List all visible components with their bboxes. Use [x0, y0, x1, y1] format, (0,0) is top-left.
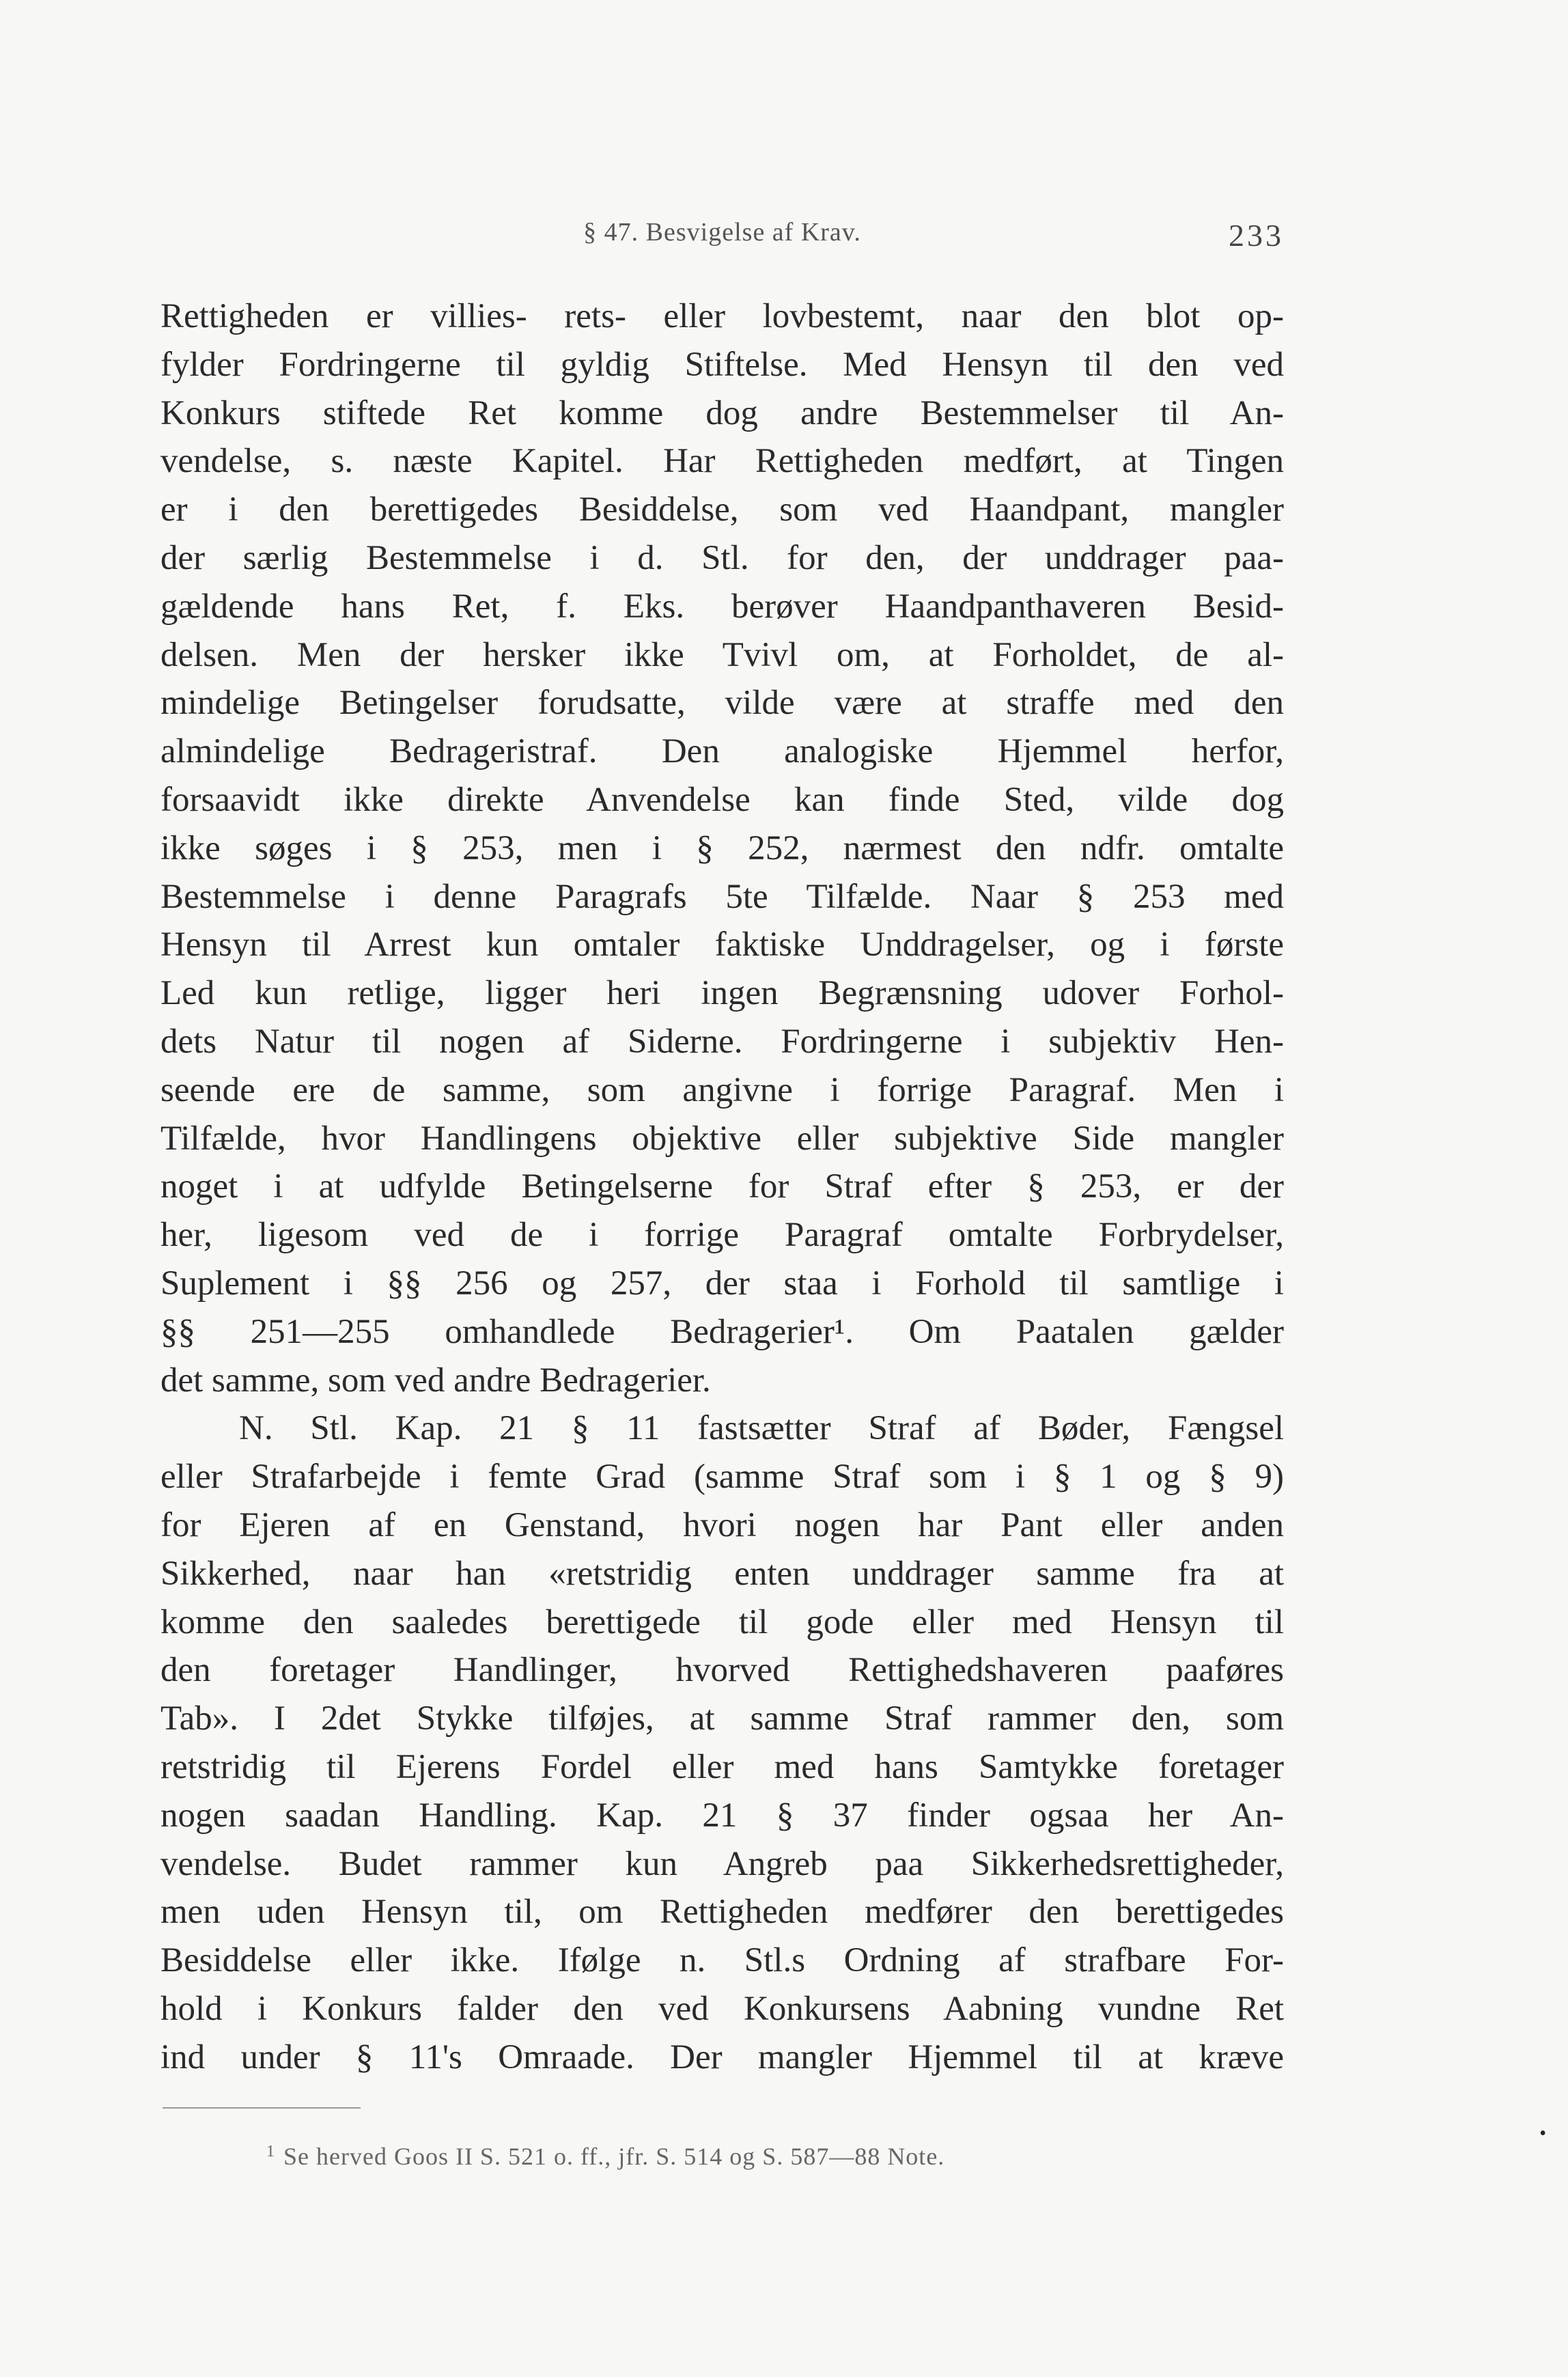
- text-line: Led kun retlige, ligger heri ingen Begrænsning udover Forhol-: [160, 974, 1284, 1013]
- text-line: delsen. Men der hersker ikke Tvivl om, at Forholdet, de al-: [160, 635, 1284, 674]
- footnote: [266, 2142, 944, 2171]
- text-line: ind under § 11's Omraade. Der mangler Hjemmel til at kræve: [160, 2038, 1284, 2076]
- text-line: vendelse, s. næste Kapitel. Har Rettigheden medført, at Tingen: [160, 442, 1284, 481]
- text-line: nogen saadan Handling. Kap. 21 § 37 finder ogsaa her An-: [160, 1796, 1284, 1835]
- text-line: mindelige Betingelser forudsatte, vilde være at straffe med den: [160, 684, 1284, 723]
- ink-speck: •: [1539, 2123, 1546, 2144]
- text-line: Konkurs stiftede Ret komme dog andre Bestemmelser til An-: [160, 393, 1284, 432]
- text-line: det samme, som ved andre Bedragerier.: [160, 1361, 711, 1400]
- body-text: [160, 292, 1284, 2081]
- text-line: retstridig til Ejerens Fordel eller med hans Samtykke foretager: [160, 1747, 1284, 1786]
- text-line: eller Strafarbejde i femte Grad (samme Straf som i § 1 og § 9): [160, 1458, 1284, 1497]
- text-line: fylder Fordringerne til gyldig Stiftelse. Med Hensyn til den ved: [160, 345, 1284, 384]
- text-line: Bestemmelse i denne Paragrafs 5te Tilfælde. Naar § 253 med: [160, 877, 1284, 916]
- footnote-mark: 1: [266, 2143, 275, 2160]
- text-line: Sikkerhed, naar han «retstridig enten unddrager samme fra at: [160, 1554, 1284, 1593]
- text-line: gældende hans Ret, f. Eks. berøver Haandpanthaveren Besid-: [160, 587, 1284, 626]
- text-line: Rettigheden er villies- rets- eller lovbestemt, naar den blot op-: [160, 297, 1284, 335]
- footnote-divider: [163, 2107, 361, 2109]
- page-number: 233: [1229, 218, 1284, 253]
- text-line: Tab». I 2det Stykke tilføjes, at samme Straf rammer den, som: [160, 1699, 1284, 1738]
- text-line: dets Natur til nogen af Siderne. Fordringerne i subjektiv Hen-: [160, 1022, 1284, 1061]
- section-title: § 47. Besvigelse af Krav.: [583, 218, 861, 247]
- text-line: vendelse. Budet rammer kun Angreb paa Sikkerhedsrettigheder,: [160, 1844, 1284, 1883]
- text-line: §§ 251—255 omhandlede Bedragerier¹. Om Paatalen gælder: [160, 1312, 1284, 1351]
- text-line: der særlig Bestemmelse i d. Stl. for den, der unddrager paa-: [160, 538, 1284, 577]
- text-line: ikke søges i § 253, men i § 252, nærmest den ndfr. omtalte: [160, 829, 1284, 867]
- text-line: noget i at udfylde Betingelserne for Straf efter § 253, er der: [160, 1167, 1284, 1206]
- text-line: er i den berettigedes Besiddelse, som ved Haandpant, mangler: [160, 490, 1284, 529]
- text-line: hold i Konkurs falder den ved Konkursens Aabning vundne Ret: [160, 1989, 1284, 2028]
- text-line: men uden Hensyn til, om Rettigheden medfører den berettigedes: [160, 1893, 1284, 1932]
- text-line: komme den saaledes berettigede til gode eller med Hensyn til: [160, 1602, 1284, 1641]
- text-line: forsaavidt ikke direkte Anvendelse kan finde Sted, vilde dog: [160, 780, 1284, 819]
- text-line: N. Stl. Kap. 21 § 11 fastsætter Straf af Bøder, Fængsel: [239, 1409, 1284, 1448]
- text-line: Tilfælde, hvor Handlingens objektive eller subjektive Side mangler: [160, 1119, 1284, 1158]
- running-header: [160, 217, 1284, 258]
- text-line: den foretager Handlinger, hvorved Rettighedshaveren paaføres: [160, 1651, 1284, 1690]
- footnote-text: Se herved Goos II S. 521 o. ff., jfr. S. 514 og S. 587—88 Note.: [283, 2143, 945, 2170]
- text-line: Besiddelse eller ikke. Ifølge n. Stl.s Ordning af strafbare For-: [160, 1941, 1284, 1980]
- text-line: seende ere de samme, som angivne i forrige Paragraf. Men i: [160, 1070, 1284, 1109]
- text-line: Hensyn til Arrest kun omtaler faktiske Unddragelser, og i første: [160, 926, 1284, 964]
- text-line: Suplement i §§ 256 og 257, der staa i Forhold til samtlige i: [160, 1264, 1284, 1303]
- text-line: for Ejeren af en Genstand, hvori nogen har Pant eller anden: [160, 1505, 1284, 1544]
- text-line: her, ligesom ved de i forrige Paragraf omtalte Forbrydelser,: [160, 1216, 1284, 1255]
- text-line: almindelige Bedrageristraf. Den analogiske Hjemmel herfor,: [160, 732, 1284, 771]
